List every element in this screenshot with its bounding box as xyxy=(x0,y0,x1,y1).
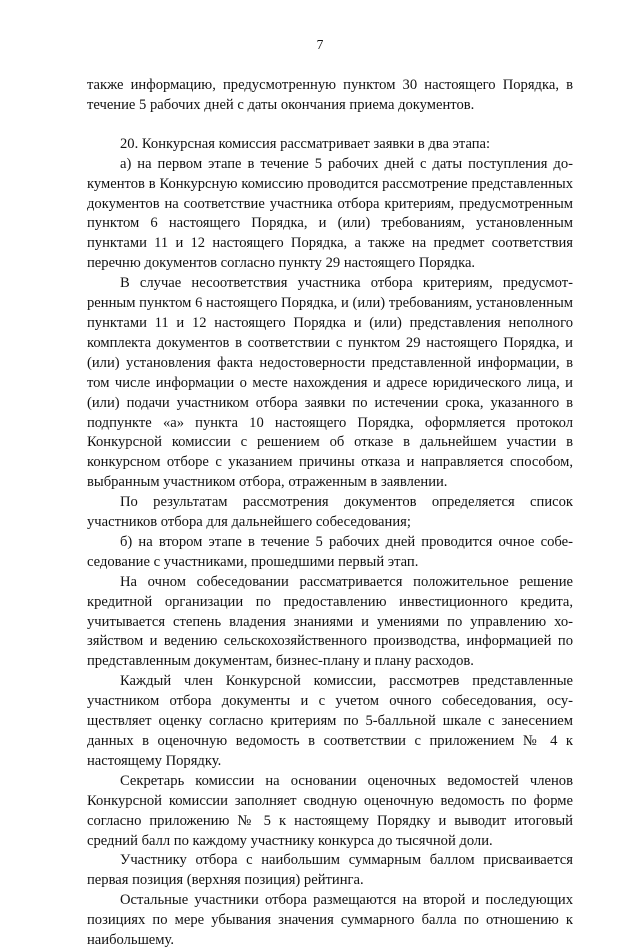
paragraph-stage-a: а) на первом этапе в течение 5 рабочих дней с даты поступления документов в Конкурсную комиссию проводится рассмотрение представленных документов на соответствие участника отбора критериям, предусмотренным пунктом 6 настоящего Порядка, и (или) требованиям, установленным пунктами 11 и 12 настоящего Порядка, а также на предмет соответствия перечню документов согласно пункту 29 настоящего Порядка. xyxy=(87,155,573,272)
paragraph-noncompliance: В случае несоответствия участника отбора критериям, предусмотренным пунктом 6 настоящего Порядка, и (или) требованиям, установленным пунктами 11 и 12 настоящего Порядка и (или) представления неполного комплекта документов в соответствии с пунктом 29 настоящего Порядка, и (или) установления факта недостоверности представленной информации, в том числе информации о месте нахождения и адресе юридического лица, и (или) подачи участником отбора заявки по истечении срока, указанного в подпункте «а» пункта 10 настоящего Порядка, оформляется протокол Конкурсной комиссии с решением об отказе в дальнейшем участии в конкурсном отборе с указанием причины отказа и направляется способом, выбранным участником отбора, отраженным в заявлении. xyxy=(87,275,573,491)
paragraph-interview: На очном собеседовании рассматривается положительное решение кредитной организации по предоставлению инвестиционного кредита, учитывается степень владения знаниями и умениями по управлению хозяйством и ведению сельскохозяйственного производства, информацией по представленным документам, бизнес-плану и плану расходов. xyxy=(87,573,573,670)
paragraph-item-20: 20. Конкурсная комиссия рассматривает заявки в два этапа: xyxy=(120,135,491,152)
document-body xyxy=(87,76,573,951)
paragraph-continuation: также информацию, предусмотренную пунктом 30 настоящего Порядка, в течение 5 рабочих дней с даты окончания приема документов. xyxy=(87,77,573,113)
paragraph-top-rank: Участнику отбора с наибольшим суммарным баллом присваивается первая позиция (верхняя позиция) рейтинга. xyxy=(87,852,573,889)
paragraph-results: По результатам рассмотрения документов определяется список участников отбора для дальнейшего собеседования; xyxy=(87,494,573,531)
paragraph-evaluation: Каждый член Конкурсной комиссии, рассмотрев представленные участником отбора документы и с учетом очного собеседования, осуществляет оценку согласно критериям по 5-балльной шкале с занесением данных в оценочную ведомость в соответствии с приложением № 4 к настоящему Порядку. xyxy=(87,673,573,769)
page-number: 7 xyxy=(316,37,324,52)
paragraph-secretary: Секретарь комиссии на основании оценочных ведомостей членов Конкурсной комиссии заполняет сводную оценочную ведомость по форме согласно приложению № 5 к настоящему Порядку и выводит итоговый средний балл по каждому участнику конкурса до тысячной доли. xyxy=(87,772,573,849)
paragraph-stage-b: б) на втором этапе в течение 5 рабочих дней проводится очное собеседование с участниками, прошедшими первый этап. xyxy=(87,533,573,570)
paragraph-other-ranks: Остальные участники отбора размещаются на второй и последующих позициях по мере убывания значения суммарного балла по отношению к наибольшему. xyxy=(87,892,573,949)
